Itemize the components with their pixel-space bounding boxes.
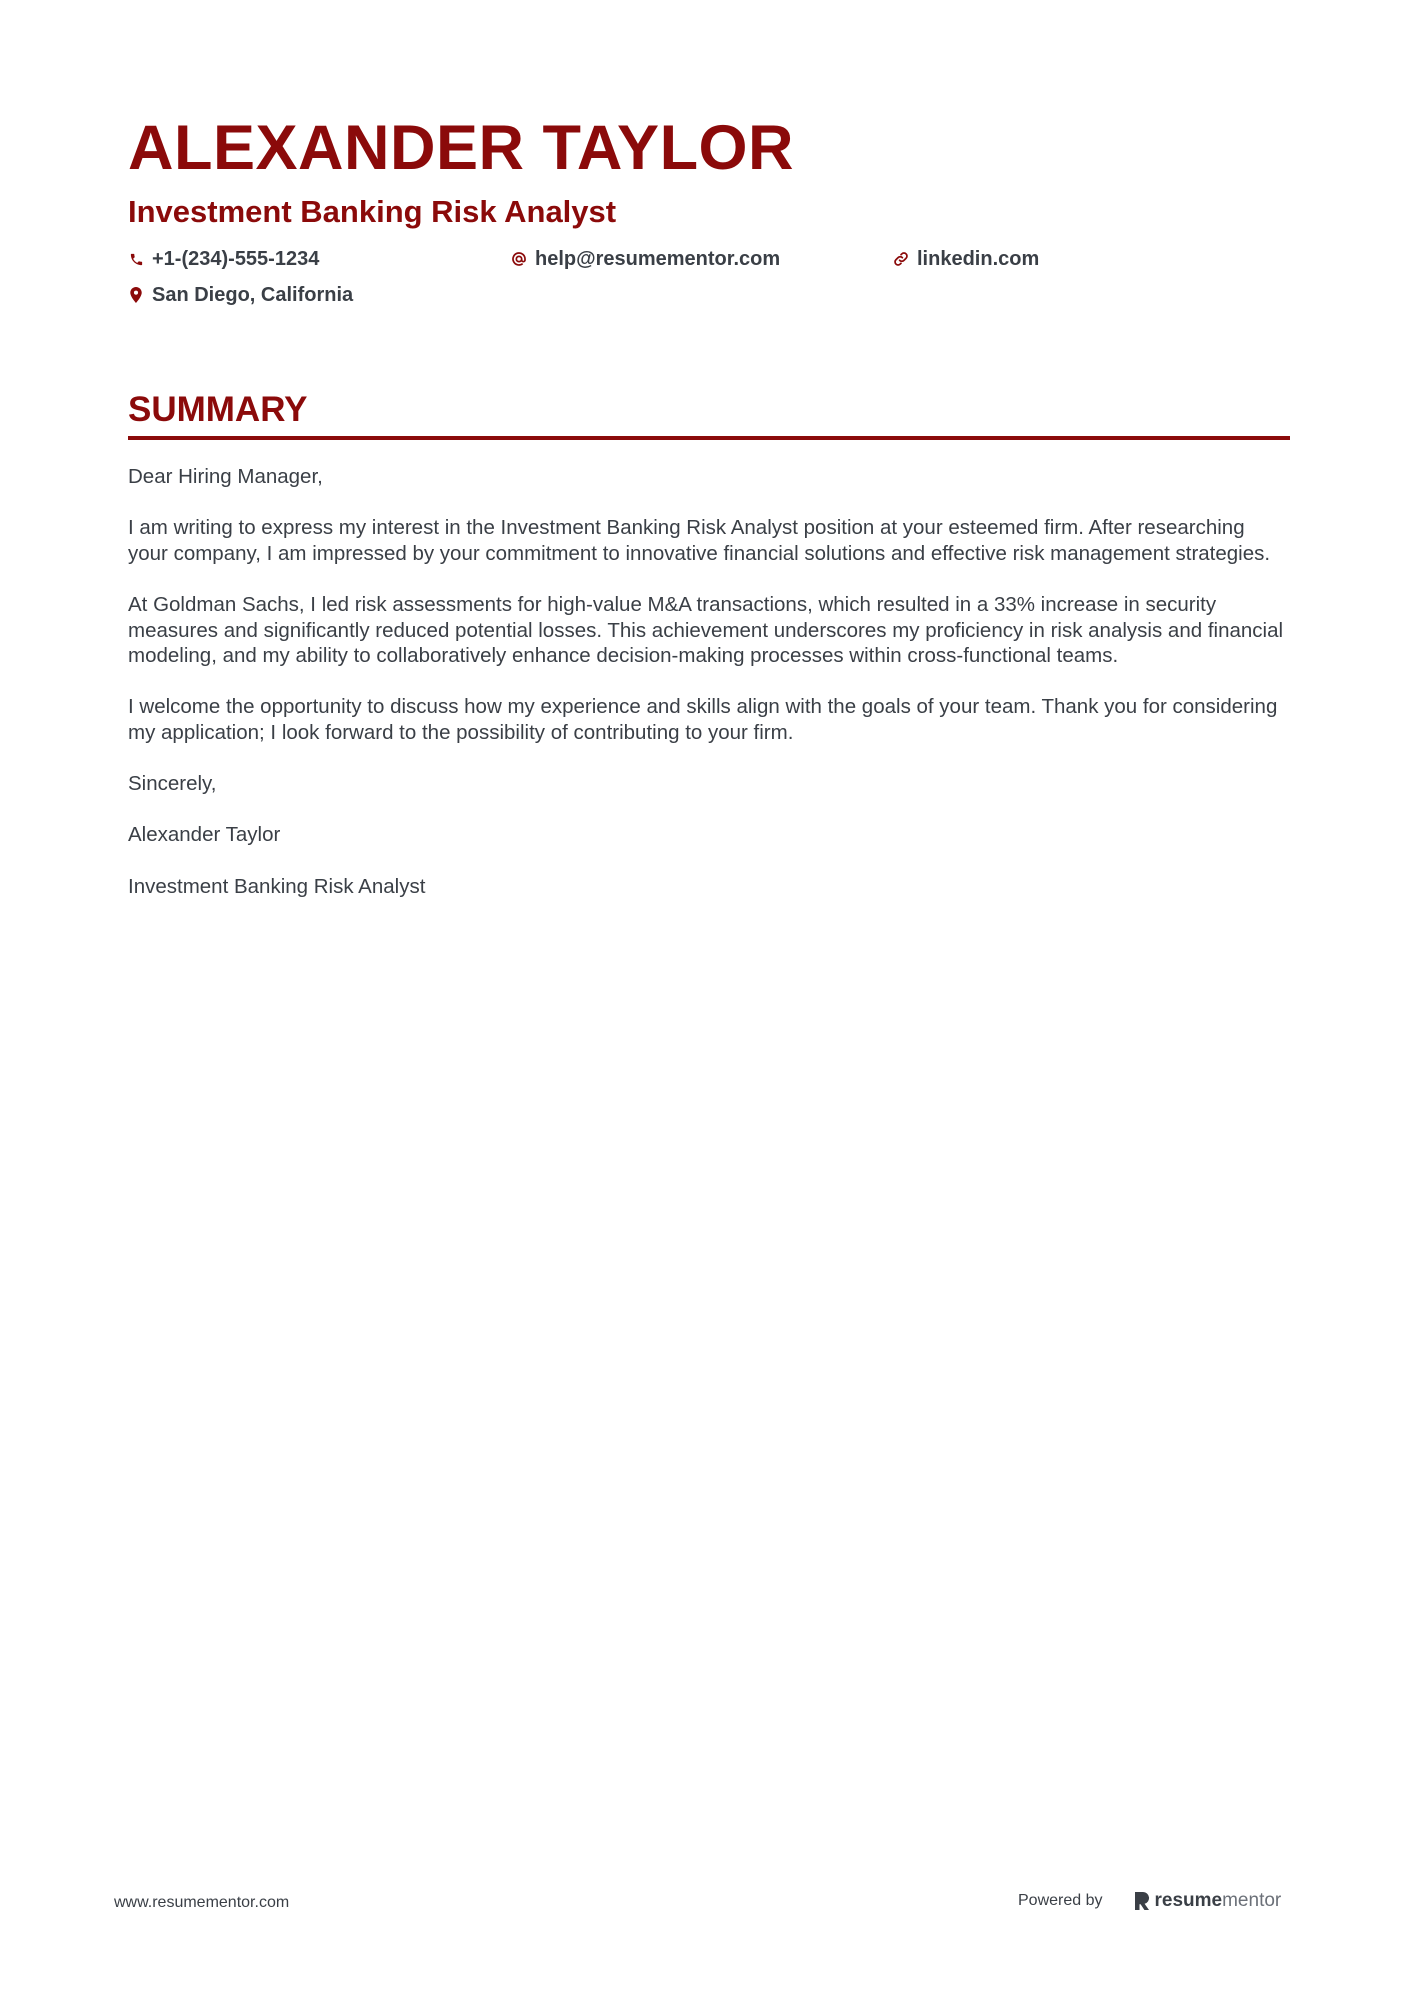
summary-section [128,388,1290,925]
footer-powered-by [1018,1890,1281,1912]
section-divider [128,436,1290,440]
powered-by-label: Powered by [1018,1892,1103,1909]
email-address: help@resumementor.com [535,247,781,270]
signature-title: Investment Banking Risk Analyst [128,874,426,898]
signature-name: Alexander Taylor [128,823,281,847]
phone-number: +1-(234)-555-1234 [152,247,320,270]
sign-off: Sincerely, [128,772,217,796]
at-icon [511,251,527,267]
location-pin-icon [128,287,144,303]
resumementor-logo-icon [1133,1891,1151,1911]
paragraph-achievement: At Goldman Sachs, I led risk assessments for high-value M&A transactions, which resulted in a 33% increase in security measures and significantly reduced potential losses. This achievement underscores my proficiency in risk analysis and financial modeling, and my ability to collaboratively enhance decision-making processes within cross-functional teams. [128,592,1284,668]
contact-link [893,244,1039,274]
brand-name-bold: resume [1154,1890,1223,1911]
location-text: San Diego, California [152,283,354,306]
link-icon [893,251,909,267]
candidate-role: Investment Banking Risk Analyst [128,194,617,229]
contact-email [511,244,780,274]
paragraph-closing: I welcome the opportunity to discuss how my experience and skills align with the goals of your team. Thank you for considering my application; I look forward to the possibility of contributing to your firm. [128,695,1278,744]
contact-list [128,244,1288,324]
section-title: SUMMARY [128,390,308,429]
linkedin-link[interactable]: linkedin.com [917,247,1040,270]
brand-name-light: mentor [1222,1890,1282,1911]
contact-location [128,280,353,310]
phone-icon [128,251,144,267]
salutation: Dear Hiring Manager, [128,465,323,488]
paragraph-intro: I am writing to express my interest in the Investment Banking Risk Analyst position at your esteemed firm. After researching your company, I am impressed by your commitment to innovative financial solutions and effective risk management strategies. [128,516,1271,565]
contact-phone [128,244,319,274]
header [128,108,1288,324]
letter-body [128,464,1290,899]
candidate-name: ALEXANDER TAYLOR [128,113,795,183]
footer-website[interactable]: www.resumementor.com [114,1894,290,1911]
brand-logo[interactable] [1133,1890,1282,1912]
